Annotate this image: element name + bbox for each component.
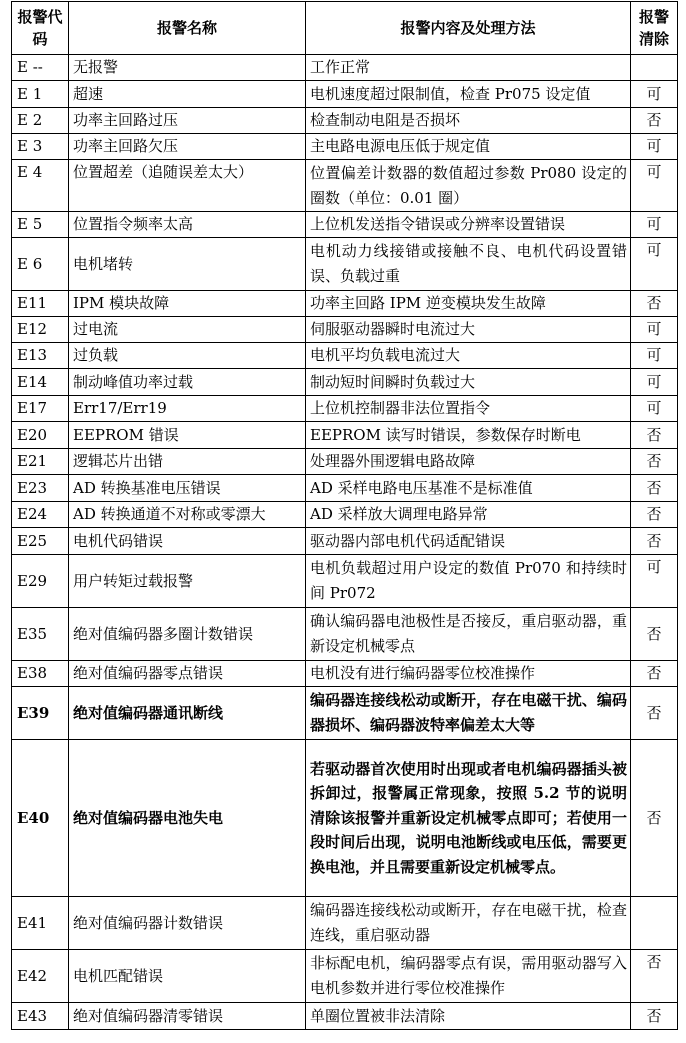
table-row — [12, 502, 678, 528]
alarm-clear: 否 — [631, 687, 678, 740]
alarm-code: E42 — [12, 950, 69, 1003]
table-row — [12, 343, 678, 369]
alarm-content: 确认编码器电池极性是否接反，重启驱动器，重新设定机械零点 — [306, 608, 631, 661]
alarm-content: 驱动器内部电机代码适配错误 — [306, 528, 631, 555]
alarm-content: 电机平均负载电流过大 — [306, 343, 631, 369]
alarm-name: 功率主回路过压 — [69, 108, 306, 134]
alarm-code: E 6 — [12, 238, 69, 291]
table-row — [12, 475, 678, 502]
table-row — [12, 291, 678, 317]
table-row — [12, 396, 678, 422]
alarm-code: E14 — [12, 369, 69, 396]
alarm-clear: 否 — [631, 740, 678, 897]
alarm-clear: 可 — [631, 81, 678, 108]
alarm-content: 伺服驱动器瞬时电流过大 — [306, 317, 631, 343]
alarm-name: 用户转矩过载报警 — [69, 555, 306, 608]
alarm-name: 电机代码错误 — [69, 528, 306, 555]
table-row — [12, 528, 678, 555]
alarm-code: E23 — [12, 475, 69, 502]
alarm-code: E 5 — [12, 212, 69, 238]
table-row — [12, 1003, 678, 1030]
table-row — [12, 449, 678, 475]
table-row — [12, 108, 678, 134]
alarm-code: E20 — [12, 422, 69, 449]
alarm-content: 主电路电源电压低于规定值 — [306, 134, 631, 160]
alarm-name: IPM 模块故障 — [69, 291, 306, 317]
header-row — [12, 2, 678, 55]
table-row — [12, 369, 678, 396]
alarm-code: E41 — [12, 897, 69, 950]
alarm-content: 若驱动器首次使用时出现或者电机编码器插头被拆卸过，报警属正常现象，按照 5.2 节的说明清除该报警并重新设定机械零点即可；若使用一段时间后出现，说明电池断线或电压低，需要更换电池，并且需要重新设定机械零点。 — [306, 740, 631, 897]
alarm-code: E43 — [12, 1003, 69, 1030]
alarm-code: E35 — [12, 608, 69, 661]
alarm-content: 位置偏差计数器的数值超过参数 Pr080 设定的圈数（单位：0.01 圈） — [306, 160, 631, 212]
alarm-name: AD 转换基准电压错误 — [69, 475, 306, 502]
alarm-code: E25 — [12, 528, 69, 555]
alarm-clear: 否 — [631, 1003, 678, 1030]
table-row — [12, 897, 678, 950]
table-row — [12, 740, 678, 897]
alarm-content: 电机负载超过用户设定的数值 Pr070 和持续时间 Pr072 — [306, 555, 631, 608]
alarm-content: 单圈位置被非法清除 — [306, 1003, 631, 1030]
alarm-name: 绝对值编码器零点错误 — [69, 661, 306, 687]
alarm-content: 非标配电机，编码器零点有误，需用驱动器写入电机参数并进行零位校准操作 — [306, 950, 631, 1003]
alarm-content: 电机动力线接错或接触不良、电机代码设置错误、负载过重 — [306, 238, 631, 291]
alarm-clear: 可 — [631, 160, 678, 212]
alarm-clear: 可 — [631, 317, 678, 343]
alarm-content: AD 采样电路电压基准不是标准值 — [306, 475, 631, 502]
alarm-clear — [631, 55, 678, 81]
alarm-clear: 否 — [631, 449, 678, 475]
alarm-content: 编码器连接线松动或断开，存在电磁干扰，检查连线，重启驱动器 — [306, 897, 631, 950]
alarm-content: 电机速度超过限制值，检查 Pr075 设定值 — [306, 81, 631, 108]
alarm-clear: 否 — [631, 528, 678, 555]
table-row — [12, 160, 678, 212]
alarm-clear: 可 — [631, 343, 678, 369]
alarm-content: 制动短时间瞬时负载过大 — [306, 369, 631, 396]
alarm-name: 位置指令频率太高 — [69, 212, 306, 238]
table-row — [12, 422, 678, 449]
alarm-clear: 可 — [631, 369, 678, 396]
table-row — [12, 555, 678, 608]
header-content: 报警内容及处理方法 — [306, 2, 631, 55]
alarm-clear: 可 — [631, 238, 678, 291]
alarm-clear: 可 — [631, 212, 678, 238]
alarm-clear: 可 — [631, 396, 678, 422]
alarm-code: E21 — [12, 449, 69, 475]
alarm-name: 功率主回路欠压 — [69, 134, 306, 160]
alarm-content: 检查制动电阻是否损坏 — [306, 108, 631, 134]
alarm-code: E12 — [12, 317, 69, 343]
alarm-code: E38 — [12, 661, 69, 687]
alarm-code: E11 — [12, 291, 69, 317]
alarm-content: 工作正常 — [306, 55, 631, 81]
alarm-clear — [631, 897, 678, 950]
alarm-name: 制动峰值功率过载 — [69, 369, 306, 396]
alarm-name: Err17/Err19 — [69, 396, 306, 422]
alarm-clear: 否 — [631, 608, 678, 661]
alarm-clear: 否 — [631, 950, 678, 1003]
alarm-clear: 否 — [631, 661, 678, 687]
header-code: 报警代码 — [12, 2, 69, 55]
alarm-clear: 否 — [631, 475, 678, 502]
alarm-name: 位置超差（追随误差太大） — [69, 160, 306, 212]
alarm-content: AD 采样放大调理电路异常 — [306, 502, 631, 528]
alarm-content: 上位机控制器非法位置指令 — [306, 396, 631, 422]
alarm-name: 超速 — [69, 81, 306, 108]
alarm-code: E29 — [12, 555, 69, 608]
table-row — [12, 608, 678, 661]
alarm-code: E40 — [12, 740, 69, 897]
alarm-content: EEPROM 读写时错误，参数保存时断电 — [306, 422, 631, 449]
alarm-name: 过电流 — [69, 317, 306, 343]
alarm-content: 上位机发送指令错误或分辨率设置错误 — [306, 212, 631, 238]
alarm-code: E 1 — [12, 81, 69, 108]
alarm-name: 绝对值编码器电池失电 — [69, 740, 306, 897]
alarm-clear: 否 — [631, 291, 678, 317]
alarm-name: 绝对值编码器多圈计数错误 — [69, 608, 306, 661]
alarm-content: 功率主回路 IPM 逆变模块发生故障 — [306, 291, 631, 317]
table-row — [12, 238, 678, 291]
alarm-code: E17 — [12, 396, 69, 422]
table-row — [12, 212, 678, 238]
alarm-code: E -- — [12, 55, 69, 81]
table-row — [12, 134, 678, 160]
alarm-content: 处理器外围逻辑电路故障 — [306, 449, 631, 475]
alarm-name: EEPROM 错误 — [69, 422, 306, 449]
table-row — [12, 55, 678, 81]
alarm-name: 逻辑芯片出错 — [69, 449, 306, 475]
alarm-content: 电机没有进行编码器零位校准操作 — [306, 661, 631, 687]
alarm-code: E39 — [12, 687, 69, 740]
alarm-content: 编码器连接线松动或断开，存在电磁干扰、编码器损坏、编码器波特率偏差太大等 — [306, 687, 631, 740]
alarm-name: 无报警 — [69, 55, 306, 81]
alarm-name: 绝对值编码器清零错误 — [69, 1003, 306, 1030]
alarm-name: 电机匹配错误 — [69, 950, 306, 1003]
alarm-name: 过负载 — [69, 343, 306, 369]
alarm-code: E 4 — [12, 160, 69, 212]
alarm-code: E 3 — [12, 134, 69, 160]
alarm-clear: 可 — [631, 134, 678, 160]
alarm-clear: 否 — [631, 502, 678, 528]
table-row — [12, 687, 678, 740]
alarm-code: E24 — [12, 502, 69, 528]
alarm-table — [11, 1, 678, 1030]
alarm-code: E 2 — [12, 108, 69, 134]
table-row — [12, 317, 678, 343]
alarm-name: AD 转换通道不对称或零漂大 — [69, 502, 306, 528]
table-row — [12, 81, 678, 108]
alarm-clear: 否 — [631, 108, 678, 134]
alarm-name: 绝对值编码器计数错误 — [69, 897, 306, 950]
alarm-name: 电机堵转 — [69, 238, 306, 291]
table-row — [12, 950, 678, 1003]
header-clear: 报警清除 — [631, 2, 678, 55]
table-row — [12, 661, 678, 687]
alarm-clear: 可 — [631, 555, 678, 608]
alarm-code: E13 — [12, 343, 69, 369]
header-name: 报警名称 — [69, 2, 306, 55]
alarm-name: 绝对值编码器通讯断线 — [69, 687, 306, 740]
alarm-clear: 否 — [631, 422, 678, 449]
